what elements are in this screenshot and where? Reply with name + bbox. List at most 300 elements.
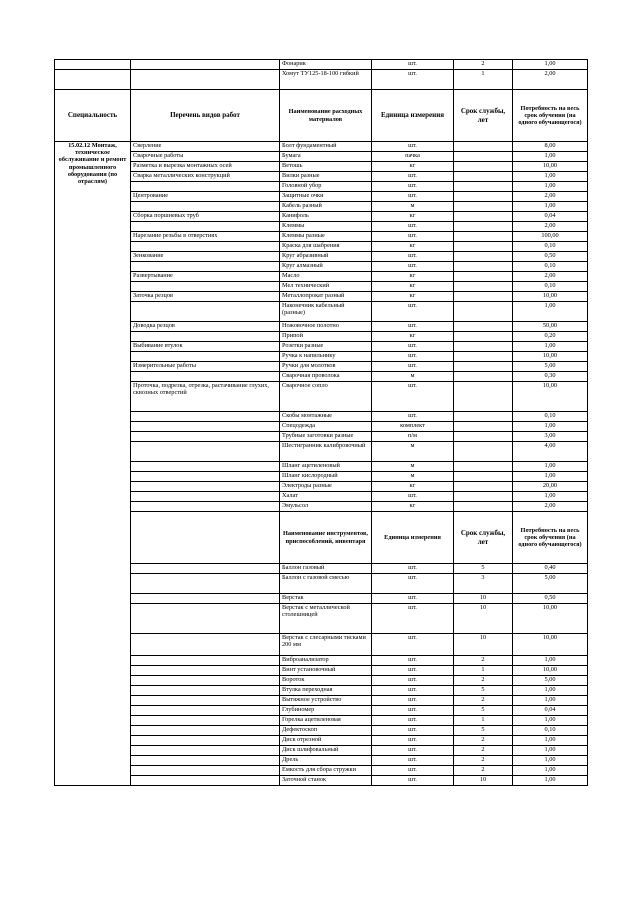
work-cell: Проточка, подрезка, отрезка, растачивание глухих, сквозных отверстий [131, 382, 280, 412]
unit-cell: шт. [372, 776, 454, 786]
tool-cell: Баллон с газовой смесью [280, 574, 372, 594]
table-row [55, 432, 588, 442]
work-cell [131, 262, 280, 272]
need-cell: 0,10 [513, 262, 588, 272]
life-cell [454, 422, 513, 432]
material-cell: Хомут ТУ125-18-100 гибкий [280, 70, 372, 90]
table-row [55, 502, 588, 512]
unit-cell: шт. [372, 574, 454, 594]
unit-cell: шт. [372, 192, 454, 202]
life-cell [454, 152, 513, 162]
tool-cell: Виброанализатор [280, 656, 372, 666]
unit-cell: шт. [372, 232, 454, 242]
life-cell [454, 492, 513, 502]
table-row [55, 696, 588, 706]
work-cell [131, 432, 280, 442]
need-cell: 3,00 [513, 432, 588, 442]
material-cell: Головной убор [280, 182, 372, 192]
need-cell: 1,00 [513, 472, 588, 482]
unit-cell: кг [372, 282, 454, 292]
unit-cell: шт. [372, 492, 454, 502]
life-cell: 1 [454, 70, 513, 90]
need-cell: 10,00 [513, 162, 588, 172]
unit-cell: м [372, 462, 454, 472]
work-cell [131, 666, 280, 676]
work-cell: Сварочные работы [131, 152, 280, 162]
material-cell: Припой [280, 332, 372, 342]
unit-cell: м [372, 472, 454, 482]
life-cell [454, 162, 513, 172]
table-row [55, 162, 588, 172]
work-cell [131, 422, 280, 432]
life-cell: 10 [454, 594, 513, 604]
life-cell: 10 [454, 604, 513, 634]
header-need: Потребность на весь срок обучения (на одного обучающегося) [513, 90, 588, 142]
unit-cell: кг [372, 212, 454, 222]
table-row [55, 292, 588, 302]
work-cell [131, 412, 280, 422]
need-cell: 4,00 [513, 442, 588, 462]
table-row [55, 736, 588, 746]
need-cell: 0,30 [513, 372, 588, 382]
unit-cell: шт. [372, 352, 454, 362]
life-cell: 1 [454, 716, 513, 726]
work-cell [131, 70, 280, 90]
tool-cell: Заточной станок [280, 776, 372, 786]
work-cell [131, 222, 280, 232]
life-cell [454, 362, 513, 372]
unit-cell: шт. [372, 262, 454, 272]
life-cell [454, 142, 513, 152]
table-row [55, 706, 588, 716]
need-cell: 0,10 [513, 282, 588, 292]
material-cell: Бумага [280, 152, 372, 162]
unit-cell: шт. [372, 756, 454, 766]
table-row [55, 676, 588, 686]
life-cell [454, 182, 513, 192]
life-cell: 5 [454, 686, 513, 696]
header-works: Перечень видов работ [131, 90, 280, 142]
need-cell: 1,00 [513, 746, 588, 756]
need-cell: 0,04 [513, 212, 588, 222]
life-cell: 5 [454, 706, 513, 716]
tool-cell: Диск шлифовальный [280, 746, 372, 756]
life-cell [454, 472, 513, 482]
header-material: Наименование расходных материалов [280, 90, 372, 142]
unit-cell: шт. [372, 322, 454, 332]
need-cell: 0,10 [513, 242, 588, 252]
work-cell: Заточка резцов [131, 292, 280, 302]
life-cell [454, 242, 513, 252]
need-cell: 10,00 [513, 292, 588, 302]
table-row [55, 142, 588, 152]
work-cell: Выбивание втулок [131, 342, 280, 352]
unit-cell: шт. [372, 746, 454, 756]
need-cell: 1,00 [513, 656, 588, 666]
work-cell [131, 756, 280, 766]
need-cell: 1,00 [513, 686, 588, 696]
work-cell [131, 736, 280, 746]
life-cell [454, 202, 513, 212]
life-cell: 1 [454, 666, 513, 676]
unit-cell: шт. [372, 342, 454, 352]
need-cell: 5,00 [513, 676, 588, 686]
need-cell: 1,00 [513, 422, 588, 432]
header-need: Потребность на весь срок обучения (на одного обучающегося) [513, 512, 588, 564]
unit-cell: шт. [372, 594, 454, 604]
work-cell [131, 482, 280, 492]
unit-cell: шт. [372, 686, 454, 696]
work-cell: Развертывание [131, 272, 280, 282]
work-cell [131, 564, 280, 574]
need-cell: 10,00 [513, 666, 588, 676]
life-cell [454, 462, 513, 472]
table-row [55, 70, 588, 90]
tool-cell: Дрель [280, 756, 372, 766]
unit-cell: м [372, 442, 454, 462]
life-cell: 2 [454, 60, 513, 70]
work-cell [131, 696, 280, 706]
unit-cell: шт. [372, 564, 454, 574]
life-cell [454, 222, 513, 232]
unit-cell: шт. [372, 736, 454, 746]
table-row [55, 564, 588, 574]
table-row [55, 212, 588, 222]
work-cell [131, 502, 280, 512]
material-cell: Фонарик [280, 60, 372, 70]
need-cell: 1,00 [513, 342, 588, 352]
unit-cell: шт. [372, 382, 454, 412]
unit-cell: шт. [372, 726, 454, 736]
work-cell [131, 60, 280, 70]
table-row [55, 362, 588, 372]
life-cell [454, 232, 513, 242]
equipment-requirements-table [54, 59, 588, 786]
material-cell: Мел технический [280, 282, 372, 292]
tool-cell: Глубиномер [280, 706, 372, 716]
need-cell: 1,00 [513, 172, 588, 182]
table-row [55, 60, 588, 70]
material-cell: Круг алмазный [280, 262, 372, 272]
life-cell: 2 [454, 756, 513, 766]
header-tools: Наименование инструментов, приспособлений, инвентаря [280, 512, 372, 564]
life-cell [454, 172, 513, 182]
life-cell [454, 432, 513, 442]
life-cell: 5 [454, 726, 513, 736]
need-cell: 10,00 [513, 382, 588, 412]
unit-cell: шт. [372, 252, 454, 262]
table-row [55, 192, 588, 202]
material-cell: Скобы монтажные [280, 412, 372, 422]
table-row [55, 604, 588, 634]
header-row [55, 512, 588, 564]
need-cell: 0,20 [513, 332, 588, 342]
table-row [55, 352, 588, 362]
life-cell: 2 [454, 696, 513, 706]
header-unit: Единица измерения [372, 512, 454, 564]
need-cell: 1,00 [513, 716, 588, 726]
material-cell: Спецодежда [280, 422, 372, 432]
unit-cell: шт. [372, 222, 454, 232]
unit-cell: комплект [372, 422, 454, 432]
life-cell: 2 [454, 676, 513, 686]
life-cell [454, 482, 513, 492]
work-cell: Центрование [131, 192, 280, 202]
table-row [55, 442, 588, 462]
material-cell: Розетки разные [280, 342, 372, 352]
need-cell: 2,00 [513, 502, 588, 512]
life-cell [454, 302, 513, 322]
life-cell [454, 352, 513, 362]
unit-cell: шт. [372, 716, 454, 726]
need-cell: 1,00 [513, 202, 588, 212]
material-cell: Ножовочное полотно [280, 322, 372, 332]
unit-cell: шт. [372, 60, 454, 70]
unit-cell: шт. [372, 70, 454, 90]
work-cell [131, 472, 280, 482]
unit-cell: кг [372, 162, 454, 172]
tool-cell: Дефектоскоп [280, 726, 372, 736]
life-cell [454, 502, 513, 512]
work-cell [131, 182, 280, 192]
table-row [55, 182, 588, 192]
table-row [55, 492, 588, 502]
need-cell: 1,00 [513, 736, 588, 746]
material-cell: Ветошь [280, 162, 372, 172]
life-cell: 3 [454, 574, 513, 594]
work-cell [131, 746, 280, 756]
table-row [55, 372, 588, 382]
work-cell [131, 706, 280, 716]
material-cell: Клеммы [280, 222, 372, 232]
unit-cell: шт. [372, 142, 454, 152]
need-cell: 5,00 [513, 362, 588, 372]
life-cell: 2 [454, 656, 513, 666]
life-cell [454, 192, 513, 202]
material-cell: Эмульсол [280, 502, 372, 512]
need-cell: 8,00 [513, 142, 588, 152]
work-cell: Сверление [131, 142, 280, 152]
header-specialty: Специальность [55, 90, 131, 142]
work-cell [131, 302, 280, 322]
work-cell [131, 634, 280, 656]
unit-cell: шт. [372, 362, 454, 372]
life-cell [454, 442, 513, 462]
life-cell: 2 [454, 746, 513, 756]
unit-cell: шт. [372, 634, 454, 656]
need-cell: 2,00 [513, 222, 588, 232]
table-row [55, 202, 588, 212]
material-cell: Защитные очки [280, 192, 372, 202]
life-cell [454, 262, 513, 272]
work-cell [131, 604, 280, 634]
life-cell: 10 [454, 634, 513, 656]
material-cell: Электроды разные [280, 482, 372, 492]
unit-cell: шт. [372, 706, 454, 716]
material-cell: Трубные заготовки разные [280, 432, 372, 442]
specialty-name: 15.02.12 Монтаж, техническое обслуживание и ремонт промышленного оборудования (по отраслям) [55, 142, 131, 786]
tool-cell: Верстак [280, 594, 372, 604]
table-row [55, 332, 588, 342]
life-cell [454, 342, 513, 352]
unit-cell: шт. [372, 172, 454, 182]
life-cell [454, 292, 513, 302]
table-row [55, 756, 588, 766]
need-cell: 10,00 [513, 604, 588, 634]
life-cell [454, 252, 513, 262]
unit-cell: шт. [372, 412, 454, 422]
table-row [55, 302, 588, 322]
table-row [55, 594, 588, 604]
life-cell: 2 [454, 736, 513, 746]
material-cell: Масло [280, 272, 372, 282]
work-cell [131, 766, 280, 776]
tool-cell: Верстак с металлической столешницей [280, 604, 372, 634]
material-cell: Краска для шабрения [280, 242, 372, 252]
life-cell [454, 282, 513, 292]
need-cell: 1,00 [513, 462, 588, 472]
life-cell: 5 [454, 564, 513, 574]
tool-cell: Винт установочный [280, 666, 372, 676]
work-cell [131, 202, 280, 212]
material-cell: Ручки для молотков [280, 362, 372, 372]
material-cell: Шланг кислородный [280, 472, 372, 482]
tool-cell: Горелка ацетиленовая [280, 716, 372, 726]
unit-cell: шт. [372, 302, 454, 322]
material-cell: Вилки разные [280, 172, 372, 182]
work-cell [131, 372, 280, 382]
work-cell [131, 716, 280, 726]
life-cell [454, 412, 513, 422]
unit-cell: м [372, 372, 454, 382]
need-cell: 2,00 [513, 272, 588, 282]
work-cell: Нарезание резьбы в отверстиях [131, 232, 280, 242]
table-row [55, 412, 588, 422]
need-cell: 2,00 [513, 192, 588, 202]
work-cell [131, 512, 280, 564]
work-cell [131, 574, 280, 594]
table-row [55, 716, 588, 726]
need-cell: 10,00 [513, 634, 588, 656]
material-cell: Канифоль [280, 212, 372, 222]
need-cell: 0,50 [513, 252, 588, 262]
life-cell: 10 [454, 776, 513, 786]
need-cell: 1,00 [513, 492, 588, 502]
need-cell: 0,10 [513, 412, 588, 422]
need-cell: 0,04 [513, 706, 588, 716]
work-cell: Доводка резцов [131, 322, 280, 332]
need-cell: 100,00 [513, 232, 588, 242]
need-cell: 1,00 [513, 696, 588, 706]
material-cell: Шестигранник калибровочный [280, 442, 372, 462]
life-cell [454, 382, 513, 412]
life-cell [454, 272, 513, 282]
need-cell: 10,00 [513, 352, 588, 362]
table-row [55, 482, 588, 492]
work-cell: Сварка металлических конструкций [131, 172, 280, 182]
table-row [55, 726, 588, 736]
header-life: Срок службы, лет [454, 90, 513, 142]
unit-cell: шт. [372, 182, 454, 192]
table-row [55, 462, 588, 472]
need-cell: 50,00 [513, 322, 588, 332]
unit-cell: шт. [372, 696, 454, 706]
life-cell [454, 212, 513, 222]
table-row [55, 574, 588, 594]
need-cell: 1,00 [513, 182, 588, 192]
table-row [55, 152, 588, 162]
need-cell: 2,00 [513, 70, 588, 90]
unit-cell: м [372, 202, 454, 212]
material-cell: Халат [280, 492, 372, 502]
header-row [55, 90, 588, 142]
work-cell [131, 686, 280, 696]
table-row [55, 222, 588, 232]
need-cell: 1,00 [513, 766, 588, 776]
table-row [55, 172, 588, 182]
material-cell: Наконечник кабельный (разные) [280, 302, 372, 322]
header-unit: Единица измерения [372, 90, 454, 142]
tool-cell: Емкость для сбора стружки [280, 766, 372, 776]
table-row [55, 686, 588, 696]
work-cell [131, 462, 280, 472]
material-cell: Круг абразивный [280, 252, 372, 262]
table-row [55, 776, 588, 786]
table-row [55, 666, 588, 676]
table-row [55, 322, 588, 332]
life-cell [454, 332, 513, 342]
unit-cell: кг [372, 482, 454, 492]
material-cell: Шланг ацетиленовый [280, 462, 372, 472]
work-cell: Разметка и вырезка монтажных осей [131, 162, 280, 172]
header-life: Срок службы, лет [454, 512, 513, 564]
specialty-cell [55, 60, 131, 70]
tool-cell: Диск отрезной [280, 736, 372, 746]
need-cell: 0,10 [513, 726, 588, 736]
work-cell [131, 492, 280, 502]
need-cell: 20,00 [513, 482, 588, 492]
unit-cell: шт. [372, 766, 454, 776]
unit-cell: шт. [372, 604, 454, 634]
life-cell: 2 [454, 766, 513, 776]
table-row [55, 282, 588, 292]
need-cell: 0,40 [513, 564, 588, 574]
unit-cell: кг [372, 332, 454, 342]
need-cell: 0,50 [513, 594, 588, 604]
unit-cell: кг [372, 272, 454, 282]
life-cell [454, 372, 513, 382]
need-cell: 1,00 [513, 776, 588, 786]
table-row [55, 472, 588, 482]
material-cell: Сварочная проволока [280, 372, 372, 382]
unit-cell: п/м [372, 432, 454, 442]
need-cell: 1,00 [513, 152, 588, 162]
unit-cell: кг [372, 292, 454, 302]
material-cell: Ручка к напильнику [280, 352, 372, 362]
table-row [55, 232, 588, 242]
table-row [55, 656, 588, 666]
work-cell: Зенкование [131, 252, 280, 262]
table-row [55, 766, 588, 776]
unit-cell: шт. [372, 676, 454, 686]
unit-cell: кг [372, 242, 454, 252]
work-cell [131, 776, 280, 786]
tool-cell: Баллон газовый [280, 564, 372, 574]
tool-cell: Втулка переходная [280, 686, 372, 696]
need-cell: 5,00 [513, 574, 588, 594]
work-cell [131, 352, 280, 362]
table-row [55, 262, 588, 272]
